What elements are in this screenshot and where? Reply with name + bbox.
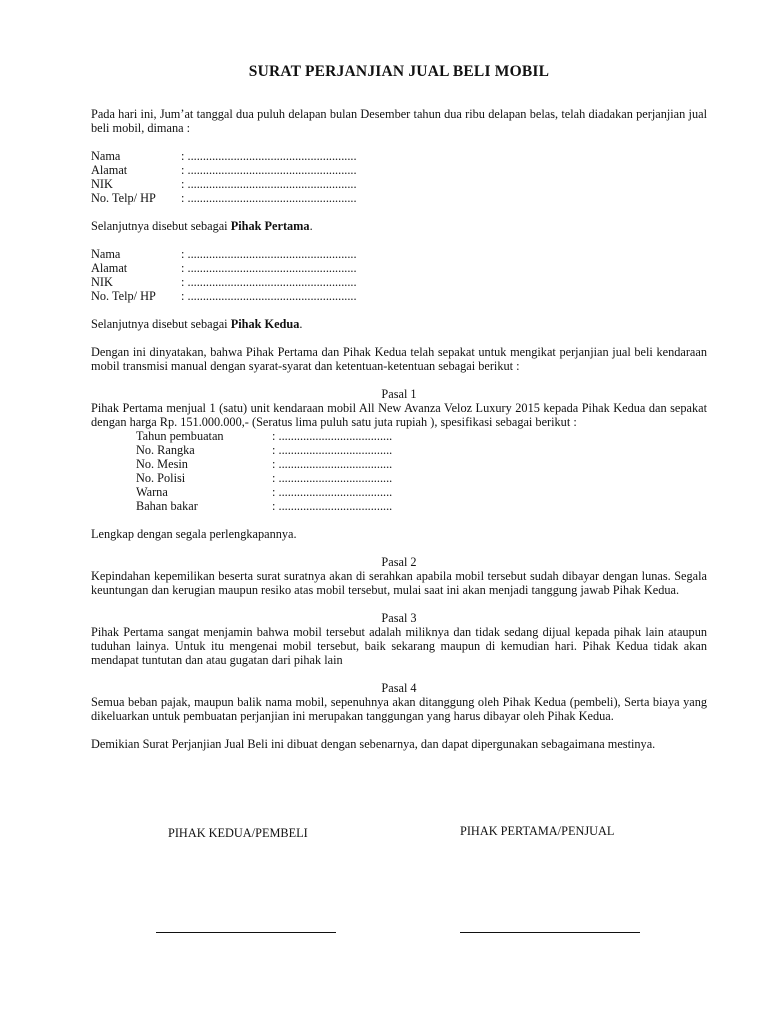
spec-value: : ..................................... (272, 443, 393, 457)
spec-value: : ..................................... (272, 457, 393, 471)
pasal1-heading: Pasal 1 (381, 387, 417, 401)
field-value: : ....................................................... (181, 149, 357, 163)
spec-label: Bahan bakar (136, 499, 198, 513)
field-label: No. Telp/ HP (91, 191, 156, 205)
pasal3-heading: Pasal 3 (381, 611, 417, 625)
pasal4-heading: Pasal 4 (381, 681, 417, 695)
field-value: : ....................................................... (181, 177, 357, 191)
agreement-paragraph: Dengan ini dinyatakan, bahwa Pihak Pertama dan Pihak Kedua telah sepakat untuk mengikat perjanjian jual beli kendaraan mobil transmisi manual dengan syarat-syarat dan ketentuan-ketentuan sebagai berikut : (91, 345, 707, 373)
pasal1-text: Pihak Pertama menjual 1 (satu) unit kendaraan mobil All New Avanza Veloz Luxury 2015 kepada Pihak Kedua dan sepakat dengan harga Rp. 151.000.000,- (Seratus lima puluh satu juta rupiah ), spesifikasi sebagai berikut : (91, 401, 707, 429)
document-title: SURAT PERJANJIAN JUAL BELI MOBIL (248, 63, 550, 80)
spec-label: Tahun pembuatan (136, 429, 224, 443)
vehicle-specs (91, 429, 707, 513)
party1-field-phone (91, 191, 707, 205)
spec-label: No. Rangka (136, 443, 195, 457)
field-value: : ....................................................... (181, 163, 357, 177)
document-body (91, 62, 707, 751)
spec-value: : ..................................... (272, 499, 393, 513)
closing-paragraph: Demikian Surat Perjanjian Jual Beli ini dibuat dengan sebenarnya, dan dapat dipergunakan sebagaimana mestinya. (91, 737, 656, 751)
buyer-signature-label: PIHAK KEDUA/PEMBELI (168, 826, 308, 840)
pasal2-heading: Pasal 2 (381, 555, 417, 569)
spec-row-year (91, 429, 707, 443)
spec-value: : ..................................... (272, 471, 393, 485)
spec-value: : ..................................... (272, 429, 393, 443)
field-value: : ....................................................... (181, 261, 357, 275)
party1-fields (91, 149, 707, 205)
party1-field-address (91, 163, 707, 177)
party1-field-nik (91, 177, 707, 191)
field-value: : ....................................................... (181, 289, 357, 303)
seller-signature-label: PIHAK PERTAMA/PENJUAL (460, 824, 615, 838)
field-value: : ....................................................... (181, 275, 357, 289)
spec-row-plate (91, 471, 707, 485)
field-label: NIK (91, 177, 113, 191)
spec-label: No. Mesin (136, 457, 188, 471)
spec-row-fuel (91, 499, 707, 513)
party2-designation: Selanjutnya disebut sebagai Pihak Kedua. (91, 317, 303, 331)
spec-label: Warna (136, 485, 168, 499)
party1-designation: Selanjutnya disebut sebagai Pihak Pertama. (91, 219, 313, 233)
party2-name-bold: Pihak Kedua (230, 317, 300, 331)
signature-area (0, 826, 768, 946)
party1-field-name (91, 149, 707, 163)
party2-field-phone (91, 289, 707, 303)
field-value: : ....................................................... (181, 247, 357, 261)
party2-fields (91, 247, 707, 303)
intro-paragraph: Pada hari ini, Jum’at tanggal dua puluh delapan bulan Desember tahun dua ribu delapan belas, telah diadakan perjanjian jual beli mobil, dimana : (91, 107, 707, 135)
pasal4-text: Semua beban pajak, maupun balik nama mobil, sepenuhnya akan ditanggung oleh Pihak Kedua (pembeli), Serta biaya yang dikeluarkan untuk pembuatan perjanjian ini merupakan tanggungan yang harus dibayar oleh Pihak Kedua. (91, 695, 707, 723)
pasal3-text: Pihak Pertama sangat menjamin bahwa mobil tersebut adalah miliknya dan tidak sedang dijual kepada pihak lain ataupun tuduhan lainya. Untuk itu mengenai mobil tersebut, baik sekarang maupun di kemudian hari. Pihak Kedua tidak akan mendapat tuntutan dan atau gugatan dari pihak lain (91, 625, 707, 667)
field-label: Alamat (91, 163, 128, 177)
spec-row-chassis (91, 443, 707, 457)
field-label: NIK (91, 275, 113, 289)
party2-field-address (91, 261, 707, 275)
field-value: : ....................................................... (181, 191, 357, 205)
spec-label: No. Polisi (136, 471, 186, 485)
pasal1-closing: Lengkap dengan segala perlengkapannya. (91, 527, 297, 541)
party1-name-bold: Pihak Pertama (230, 219, 310, 233)
party2-field-nik (91, 275, 707, 289)
spec-row-engine (91, 457, 707, 471)
buyer-signature-line (156, 932, 336, 933)
seller-signature-line (460, 932, 640, 933)
party2-field-name (91, 247, 707, 261)
field-label: No. Telp/ HP (91, 289, 156, 303)
field-label: Nama (91, 149, 121, 163)
field-label: Nama (91, 247, 121, 261)
pasal2-text: Kepindahan kepemilikan beserta surat suratnya akan di serahkan apabila mobil tersebut sudah dibayar dengan lunas. Segala keuntungan dan kerugian maupun resiko atas mobil tersebut, mulai saat ini akan menjadi tanggung jawab Pihak Kedua. (91, 569, 707, 597)
field-label: Alamat (91, 261, 128, 275)
spec-row-color (91, 485, 707, 499)
spec-value: : ..................................... (272, 485, 393, 499)
